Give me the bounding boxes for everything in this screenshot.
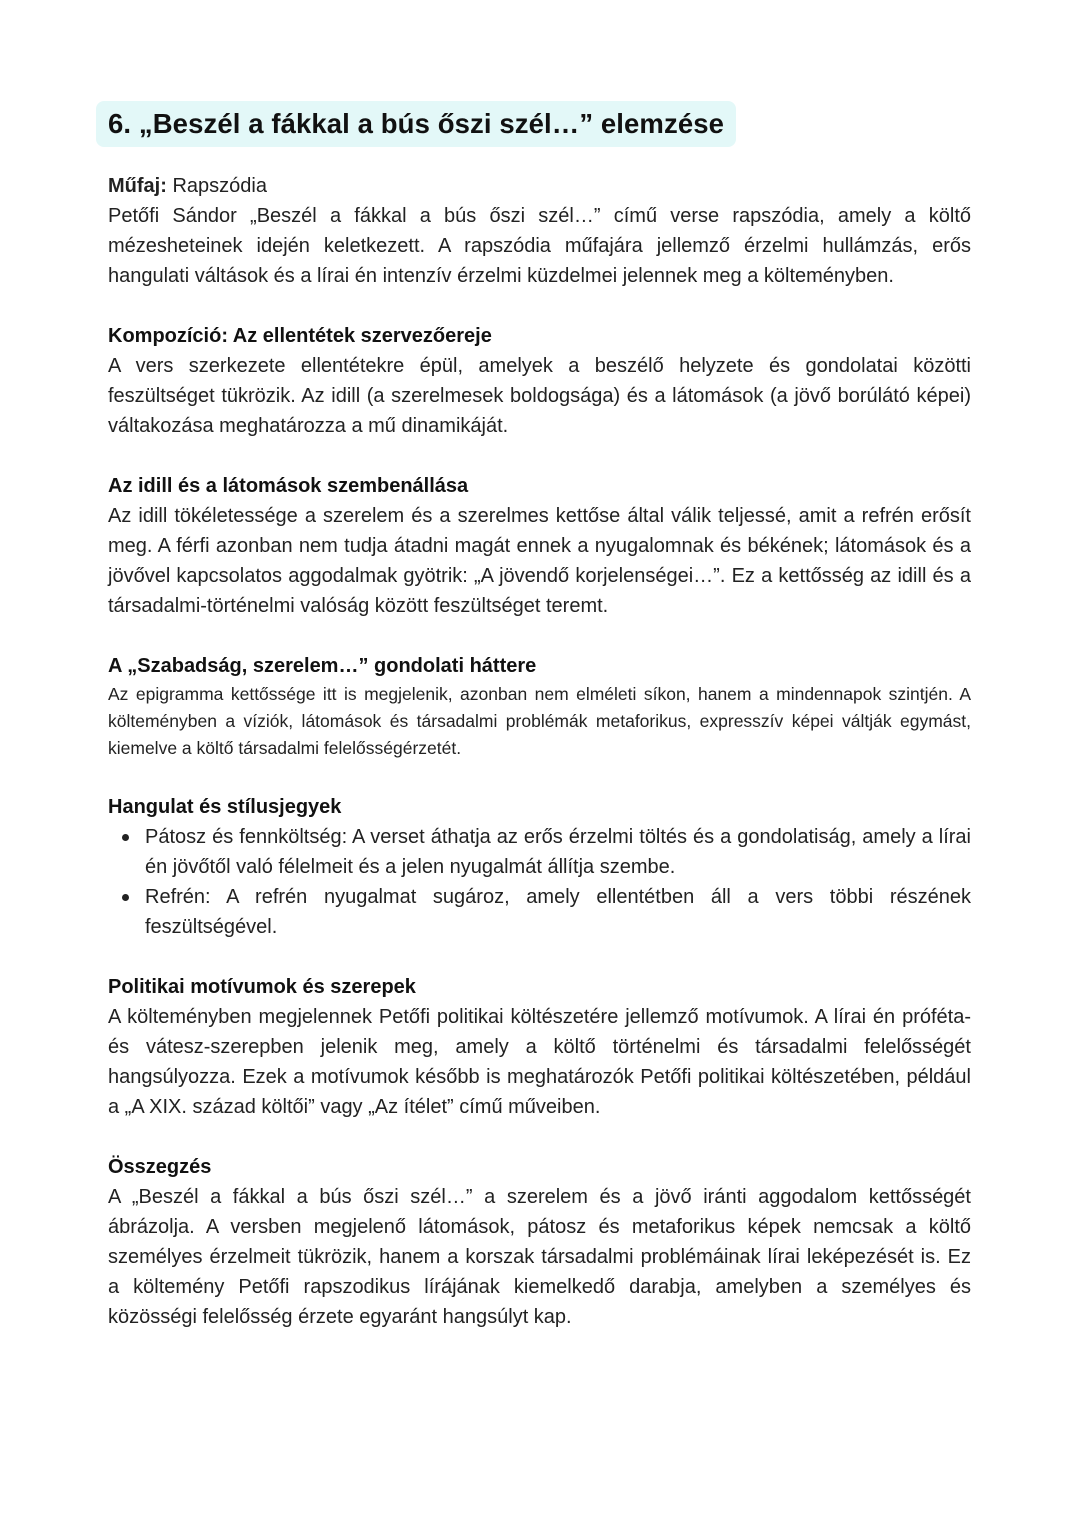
composition-paragraph: A vers szerkezete ellentétekre épül, amelyek a beszélő helyzete és gondolatai közötti feszültséget tükrözik. Az idill (a szerelmesek boldogsága) és a látomások (a jövő borúlátó képei) váltakozása meghatározza a mű dinamikáját. [108, 355, 971, 437]
composition-heading: Kompozíció: Az ellentétek szervezőereje [108, 325, 492, 347]
freedom-heading: A „Szabadság, szerelem…” gondolati háttere [108, 655, 537, 677]
section-mood [108, 792, 971, 942]
mood-heading: Hangulat és stílusjegyek [108, 796, 342, 818]
document-body [108, 171, 971, 1332]
section-freedom [108, 651, 971, 762]
genre-line [108, 171, 971, 201]
idyll-heading: Az idill és a látomások szembenállása [108, 475, 469, 497]
list-item: Pátosz és fennköltség: A verset áthatja az erős érzelmi töltés és a gondolatiság, amely a lírai én jövőtől való félelmeit és a jelen nyugalmát állítja szembe. [145, 822, 971, 882]
freedom-paragraph: Az epigramma kettőssége itt is megjelenik, azonban nem elméleti síkon, hanem a mindennapok szintjén. A költeményben a víziók, látomások és társadalmi problémák metaforikus, expresszív képei váltják egymást, kiemelve a költő társadalmi felelősségérzetét. [108, 684, 971, 758]
mood-list [108, 822, 971, 942]
section-genre [108, 171, 971, 291]
politics-paragraph: A költeményben megjelennek Petőfi politikai költészetére jellemző motívumok. A lírai én próféta- és vátesz-szerepben jelenik meg, amely a költő történelmi és társadalmi felelősségét hangsúlyozza. Ezek a motívumok később is meghatározók Petőfi politikai költészetében, például a „A XIX. század költői” vagy „Az ítélet” című műveiben. [108, 1006, 971, 1118]
section-idyll [108, 471, 971, 621]
genre-label: Műfaj: [108, 175, 167, 197]
list-item: Refrén: A refrén nyugalmat sugároz, amely ellentétben áll a vers többi részének feszültségével. [145, 882, 971, 942]
page-title: 6. „Beszél a fákkal a bús őszi szél…” elemzése [108, 108, 725, 139]
section-summary [108, 1152, 971, 1332]
section-politics [108, 972, 971, 1122]
title-highlight [96, 101, 736, 147]
section-composition [108, 321, 971, 441]
summary-heading: Összegzés [108, 1156, 212, 1178]
bullet-icon [122, 894, 129, 901]
genre-paragraph: Petőfi Sándor „Beszél a fákkal a bús őszi szél…” című verse rapszódia, amely a költő mézesheteinek idején keletkezett. A rapszódia műfajára jellemző érzelmi hullámzás, erős hangulati váltások és a lírai én intenzív érzelmi küzdelmei jelennek meg a költeményben. [108, 205, 971, 287]
politics-heading: Politikai motívumok és szerepek [108, 976, 416, 998]
bullet-icon [122, 834, 129, 841]
idyll-paragraph: Az idill tökéletessége a szerelem és a szerelmes kettőse által válik teljessé, amit a refrén erősít meg. A férfi azonban nem tudja átadni magát ennek a nyugalomnak és békének; látomások és a jövővel kapcsolatos aggodalmak gyötrik: „A jövendő korjelenségei…”. Ez a kettősség az idill és a társadalmi-történelmi valóság között feszültséget teremt. [108, 505, 971, 617]
genre-value: Rapszódia [166, 175, 267, 197]
summary-paragraph: A „Beszél a fákkal a bús őszi szél…” a szerelem és a jövő iránti aggodalom kettősségét ábrázolja. A versben megjelenő látomások, pátosz és metaforikus képek nemcsak a költő személyes érzelmeit tükrözik, hanem a korszak társadalmi problémáinak lírai leképezését is. Ez a költemény Petőfi rapszodikus lírájának kiemelkedő darabja, amelyben a személyes és közösségi felelősség érzete egyaránt hangsúlyt kap. [108, 1186, 971, 1328]
